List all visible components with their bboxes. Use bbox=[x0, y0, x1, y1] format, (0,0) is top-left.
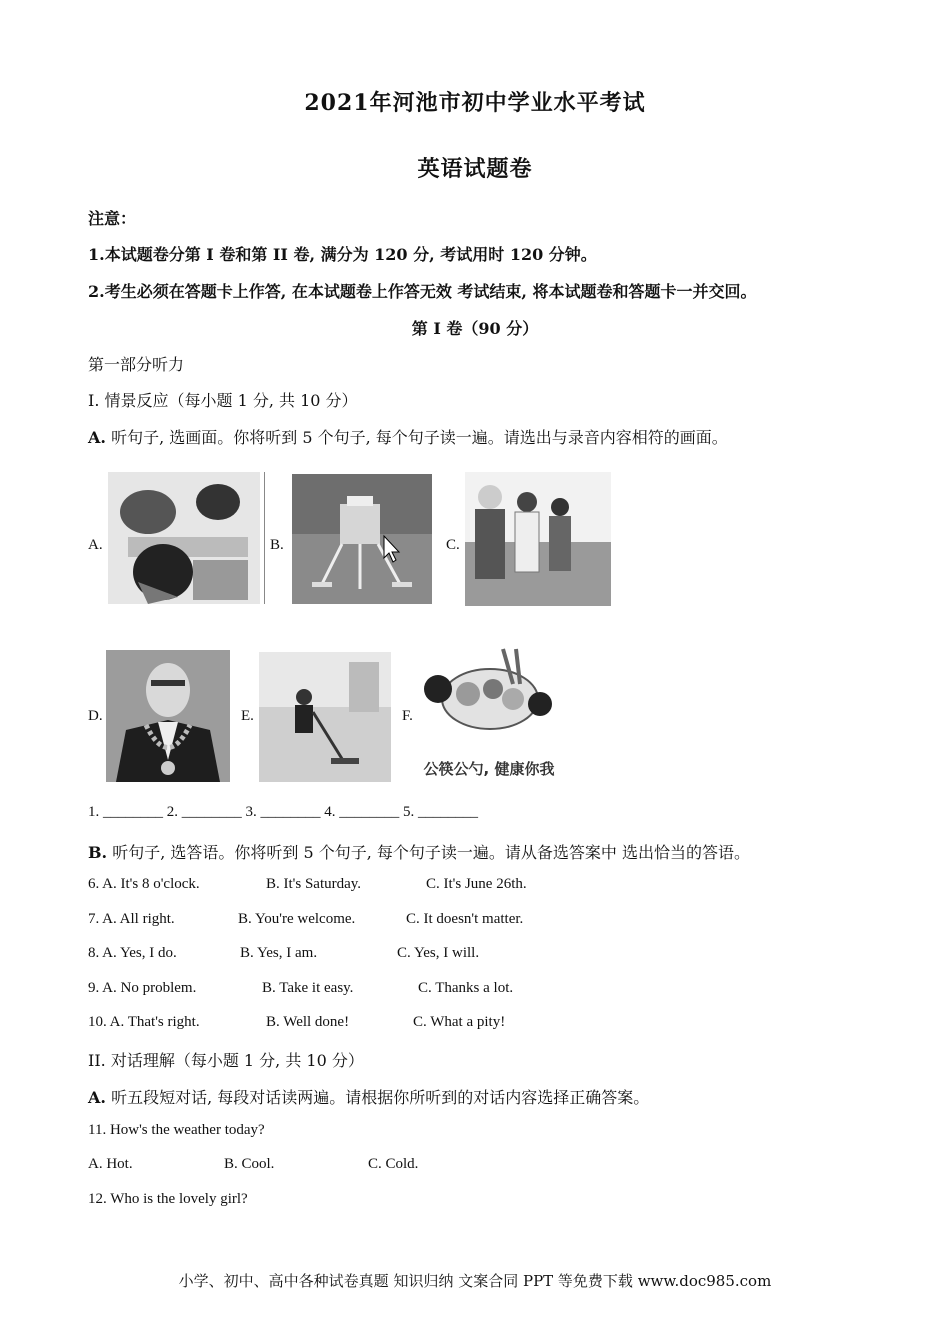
picture-c-field bbox=[465, 472, 611, 606]
notice-item-1: 1.本试题卷分第 I 卷和第 II 卷, 满分为 120 分, 考试用时 120 分钟。 bbox=[88, 245, 597, 264]
q7-option-b: B. You're welcome. bbox=[238, 911, 356, 927]
picture-label-f: F. bbox=[402, 708, 413, 724]
section-1-heading: I. 情景反应（每小题 1 分, 共 10 分） bbox=[88, 391, 358, 410]
picture-label-d: D. bbox=[88, 708, 103, 724]
picture-f-caption: 公筷公勺, 健康你我 bbox=[423, 760, 555, 778]
q6-option-a: 6. A. It's 8 o'clock. bbox=[88, 876, 200, 892]
exam-title: 2021年河池市初中学业水平考试 bbox=[304, 90, 646, 116]
section-2-heading-text: II. 对话理解（每小题 1 分, 共 10 分） bbox=[88, 1051, 364, 1070]
q8-option-a: 8. A. Yes, I do. bbox=[88, 945, 177, 961]
q6-option-c: C. It's June 26th. bbox=[426, 876, 527, 892]
section-1a-text: 听句子, 选画面。你将听到 5 个句子, 每个句子读一遍。请选出与录音内容相符的画面。 bbox=[111, 428, 728, 447]
exam-subtitle: 英语试题卷 bbox=[417, 156, 533, 182]
q11-option-b: B. Cool. bbox=[224, 1156, 275, 1172]
q7-option-a: 7. A. All right. bbox=[88, 911, 175, 927]
q9-option-b: B. Take it easy. bbox=[262, 980, 354, 996]
q12-stem: 12. Who is the lovely girl? bbox=[88, 1191, 248, 1207]
q10-option-c: C. What a pity! bbox=[413, 1014, 506, 1030]
q11-stem: 11. How's the weather today? bbox=[88, 1122, 265, 1138]
q11-option-c: C. Cold. bbox=[368, 1156, 419, 1172]
q6-option-b: B. It's Saturday. bbox=[266, 876, 362, 892]
section-1b-instruction bbox=[88, 840, 750, 863]
q11-option-a: A. Hot. bbox=[88, 1156, 133, 1172]
q10-option-a: 10. A. That's right. bbox=[88, 1014, 200, 1030]
picture-divider bbox=[264, 472, 265, 604]
section-2a-prefix: A. bbox=[88, 1088, 106, 1107]
picture-label-a: A. bbox=[88, 537, 103, 553]
picture-d-man-medal bbox=[106, 650, 230, 782]
section-1b-prefix: B. bbox=[88, 843, 108, 862]
notice-item-2: 2.考生必须在答题卡上作答, 在本试题卷上作答无效 考试结束, 将本试题卷和答题卡一并交回。 bbox=[88, 282, 757, 301]
picture-label-e: E. bbox=[241, 708, 254, 724]
q8-option-c: C. Yes, I will. bbox=[397, 945, 480, 961]
part-heading: 第一部分听力 bbox=[88, 355, 185, 374]
q8-option-b: B. Yes, I am. bbox=[240, 945, 318, 961]
picture-label-c: C. bbox=[446, 537, 460, 553]
page-footer: 小学、初中、高中各种试卷真题 知识归纳 文案合同 PPT 等免费下载 www.doc985.com bbox=[178, 1272, 772, 1290]
q9-option-c: C. Thanks a lot. bbox=[418, 980, 514, 996]
q7-option-c: C. It doesn't matter. bbox=[406, 911, 524, 927]
notice-label: 注意： bbox=[88, 209, 137, 228]
volume-heading: 第 I 卷（90 分） bbox=[411, 319, 539, 338]
section-1a-prefix: A. bbox=[88, 428, 106, 447]
picture-e-mopping bbox=[259, 652, 391, 782]
picture-a-classroom bbox=[108, 472, 260, 604]
section-2a-text: 听五段短对话, 每段对话读两遍。请根据你所听到的对话内容选择正确答案。 bbox=[111, 1088, 650, 1107]
q9-option-a: 9. A. No problem. bbox=[88, 980, 197, 996]
picture-f-chopsticks-poster bbox=[418, 644, 560, 784]
q10-option-b: B. Well done! bbox=[266, 1014, 350, 1030]
section-1a-instruction bbox=[88, 425, 728, 448]
section-1b-text: 听句子, 选答语。你将听到 5 个句子, 每个句子读一遍。请从备选答案中 选出恰当的答语。 bbox=[112, 843, 750, 862]
section-2-heading bbox=[88, 1048, 364, 1071]
section-2a-instruction bbox=[88, 1085, 649, 1108]
picture-label-b: B. bbox=[270, 537, 284, 553]
answer-blanks-1-5: 1. ________ 2. ________ 3. ________ 4. ________ 5. ________ bbox=[88, 804, 478, 820]
picture-b-lander bbox=[292, 474, 432, 604]
